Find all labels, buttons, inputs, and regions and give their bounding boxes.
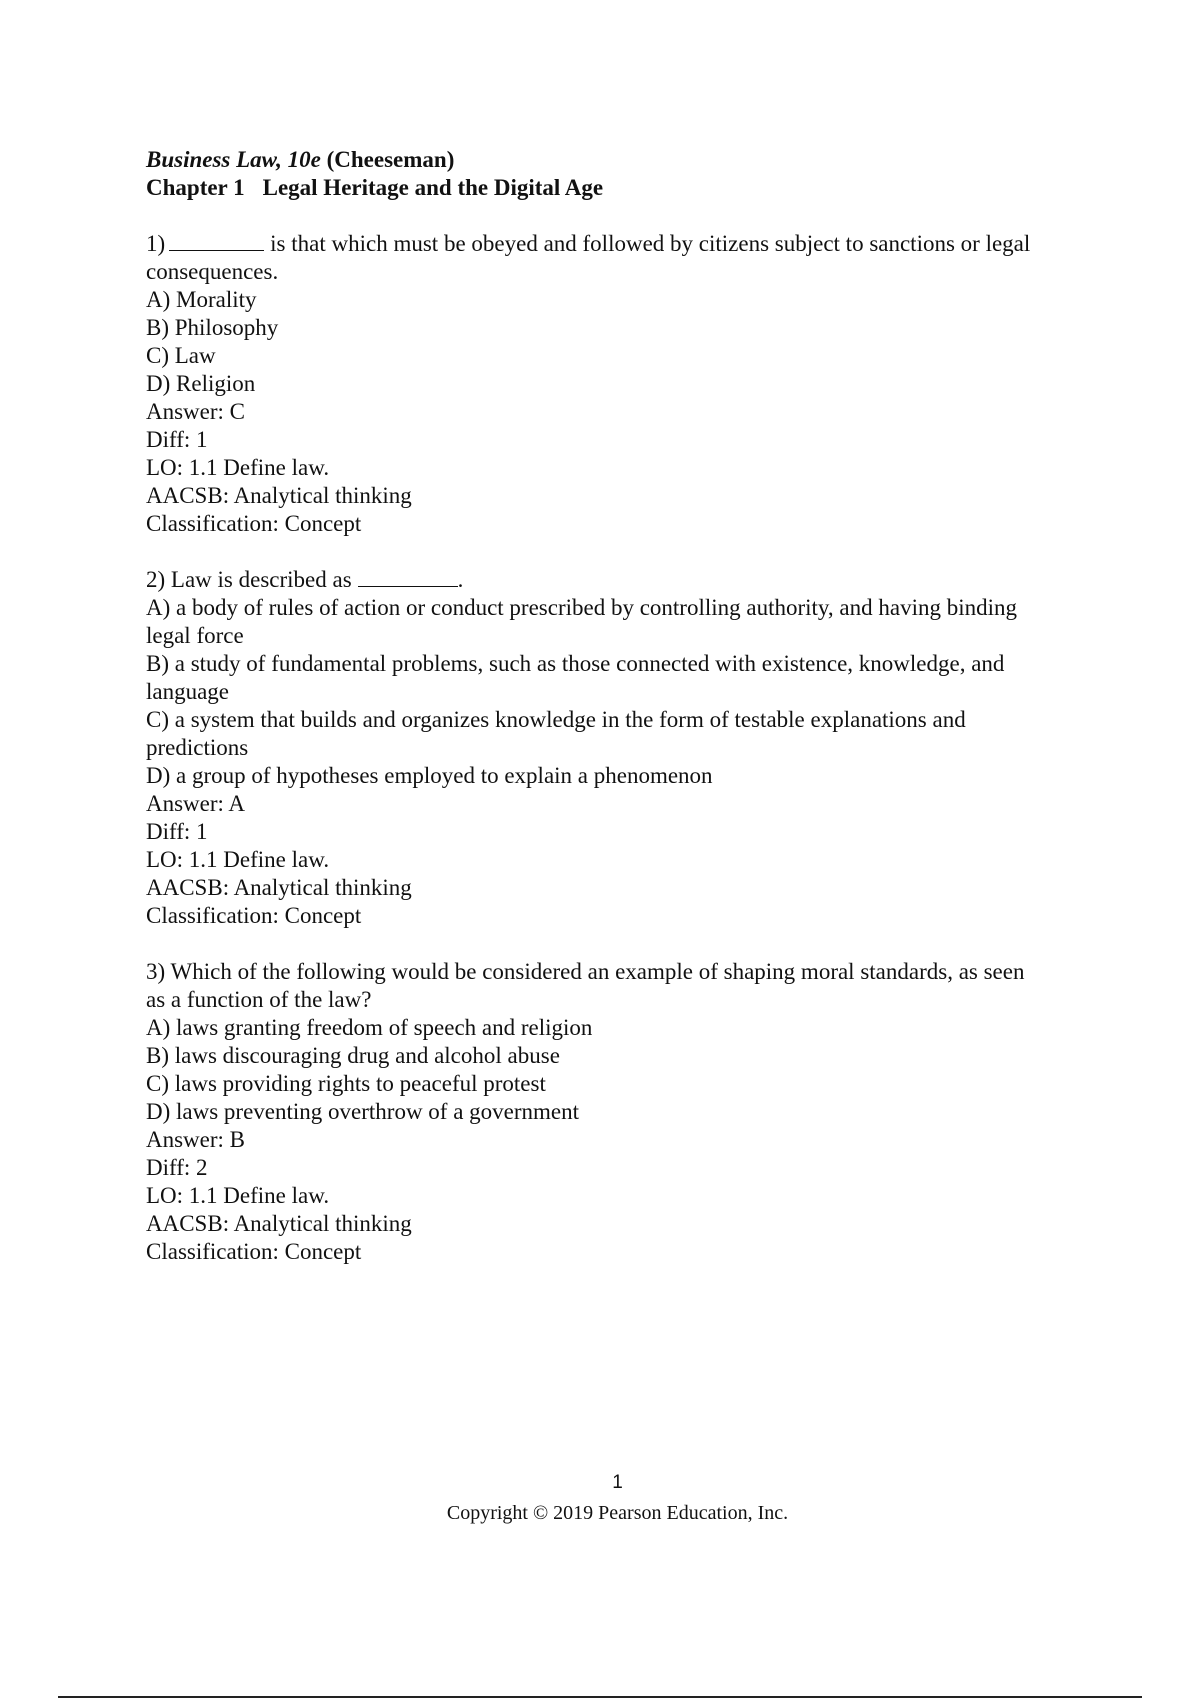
question-stem [146,958,1086,986]
question-number: 3) [146,959,166,984]
question-number: 1) [146,231,166,256]
answer-line: Answer: A [146,791,246,816]
page-bottom-divider [58,1696,1142,1698]
question-stem-text: Law is described as [170,567,352,592]
difficulty-line: Diff: 1 [146,427,208,452]
option-a: A) a body of rules of action or conduct prescribed by controlling authority, and having binding [146,595,1018,620]
question-1 [146,230,1086,538]
question-2 [146,566,1086,930]
difficulty-line: Diff: 1 [146,819,208,844]
option-d: D) a group of hypotheses employed to explain a phenomenon [146,763,713,788]
option-c: C) Law [146,343,216,368]
option-d: D) laws preventing overthrow of a government [146,1099,580,1124]
answer-line: Answer: C [146,399,246,424]
option-b: B) laws discouraging drug and alcohol abuse [146,1043,560,1068]
learning-objective-line: LO: 1.1 Define law. [146,455,330,480]
aacsb-line: AACSB: Analytical thinking [146,875,412,900]
option-a: A) Morality [146,287,257,312]
option-d: D) Religion [146,371,256,396]
chapter-number: Chapter 1 [146,175,245,200]
option-c-continued: predictions [146,735,249,760]
book-title: Business Law, 10e [146,147,321,172]
question-3 [146,958,1086,1266]
aacsb-line: AACSB: Analytical thinking [146,483,412,508]
option-c: C) laws providing rights to peaceful protest [146,1071,546,1096]
copyright-notice: Copyright © 2019 Pearson Education, Inc. [446,1502,789,1524]
classification-line: Classification: Concept [146,1239,362,1264]
answer-line: Answer: B [146,1127,246,1152]
classification-line: Classification: Concept [146,903,362,928]
option-b: B) a study of fundamental problems, such as those connected with existence, knowledge, and [146,651,1005,676]
question-stem [146,230,1086,258]
aacsb-line: AACSB: Analytical thinking [146,1211,412,1236]
option-a-continued: legal force [146,623,244,648]
option-b: B) Philosophy [146,315,279,340]
question-stem-end: . [457,567,464,592]
option-c: C) a system that builds and organizes knowledge in the form of testable explanations and [146,707,966,732]
question-number: 2) [146,567,166,592]
question-stem [146,566,1086,594]
question-stem-text: Which of the following would be considered an example of shaping moral standards, as seen [170,959,1025,984]
chapter-header [146,174,1086,202]
book-author: (Cheeseman) [326,147,455,172]
question-stem-continued: as a function of the law? [146,987,372,1012]
question-stem-continued: consequences. [146,259,279,284]
page-content [146,146,1086,1266]
answer-blank [358,567,458,587]
learning-objective-line: LO: 1.1 Define law. [146,847,330,872]
learning-objective-line: LO: 1.1 Define law. [146,1183,330,1208]
question-stem-text: is that which must be obeyed and followed by citizens subject to sanctions or legal [270,231,1031,256]
book-header [146,146,1086,174]
page-number: 1 [612,1472,623,1493]
answer-blank [169,231,264,251]
option-a: A) laws granting freedom of speech and religion [146,1015,593,1040]
option-b-continued: language [146,679,230,704]
chapter-title: Legal Heritage and the Digital Age [262,175,604,200]
difficulty-line: Diff: 2 [146,1155,208,1180]
classification-line: Classification: Concept [146,511,362,536]
